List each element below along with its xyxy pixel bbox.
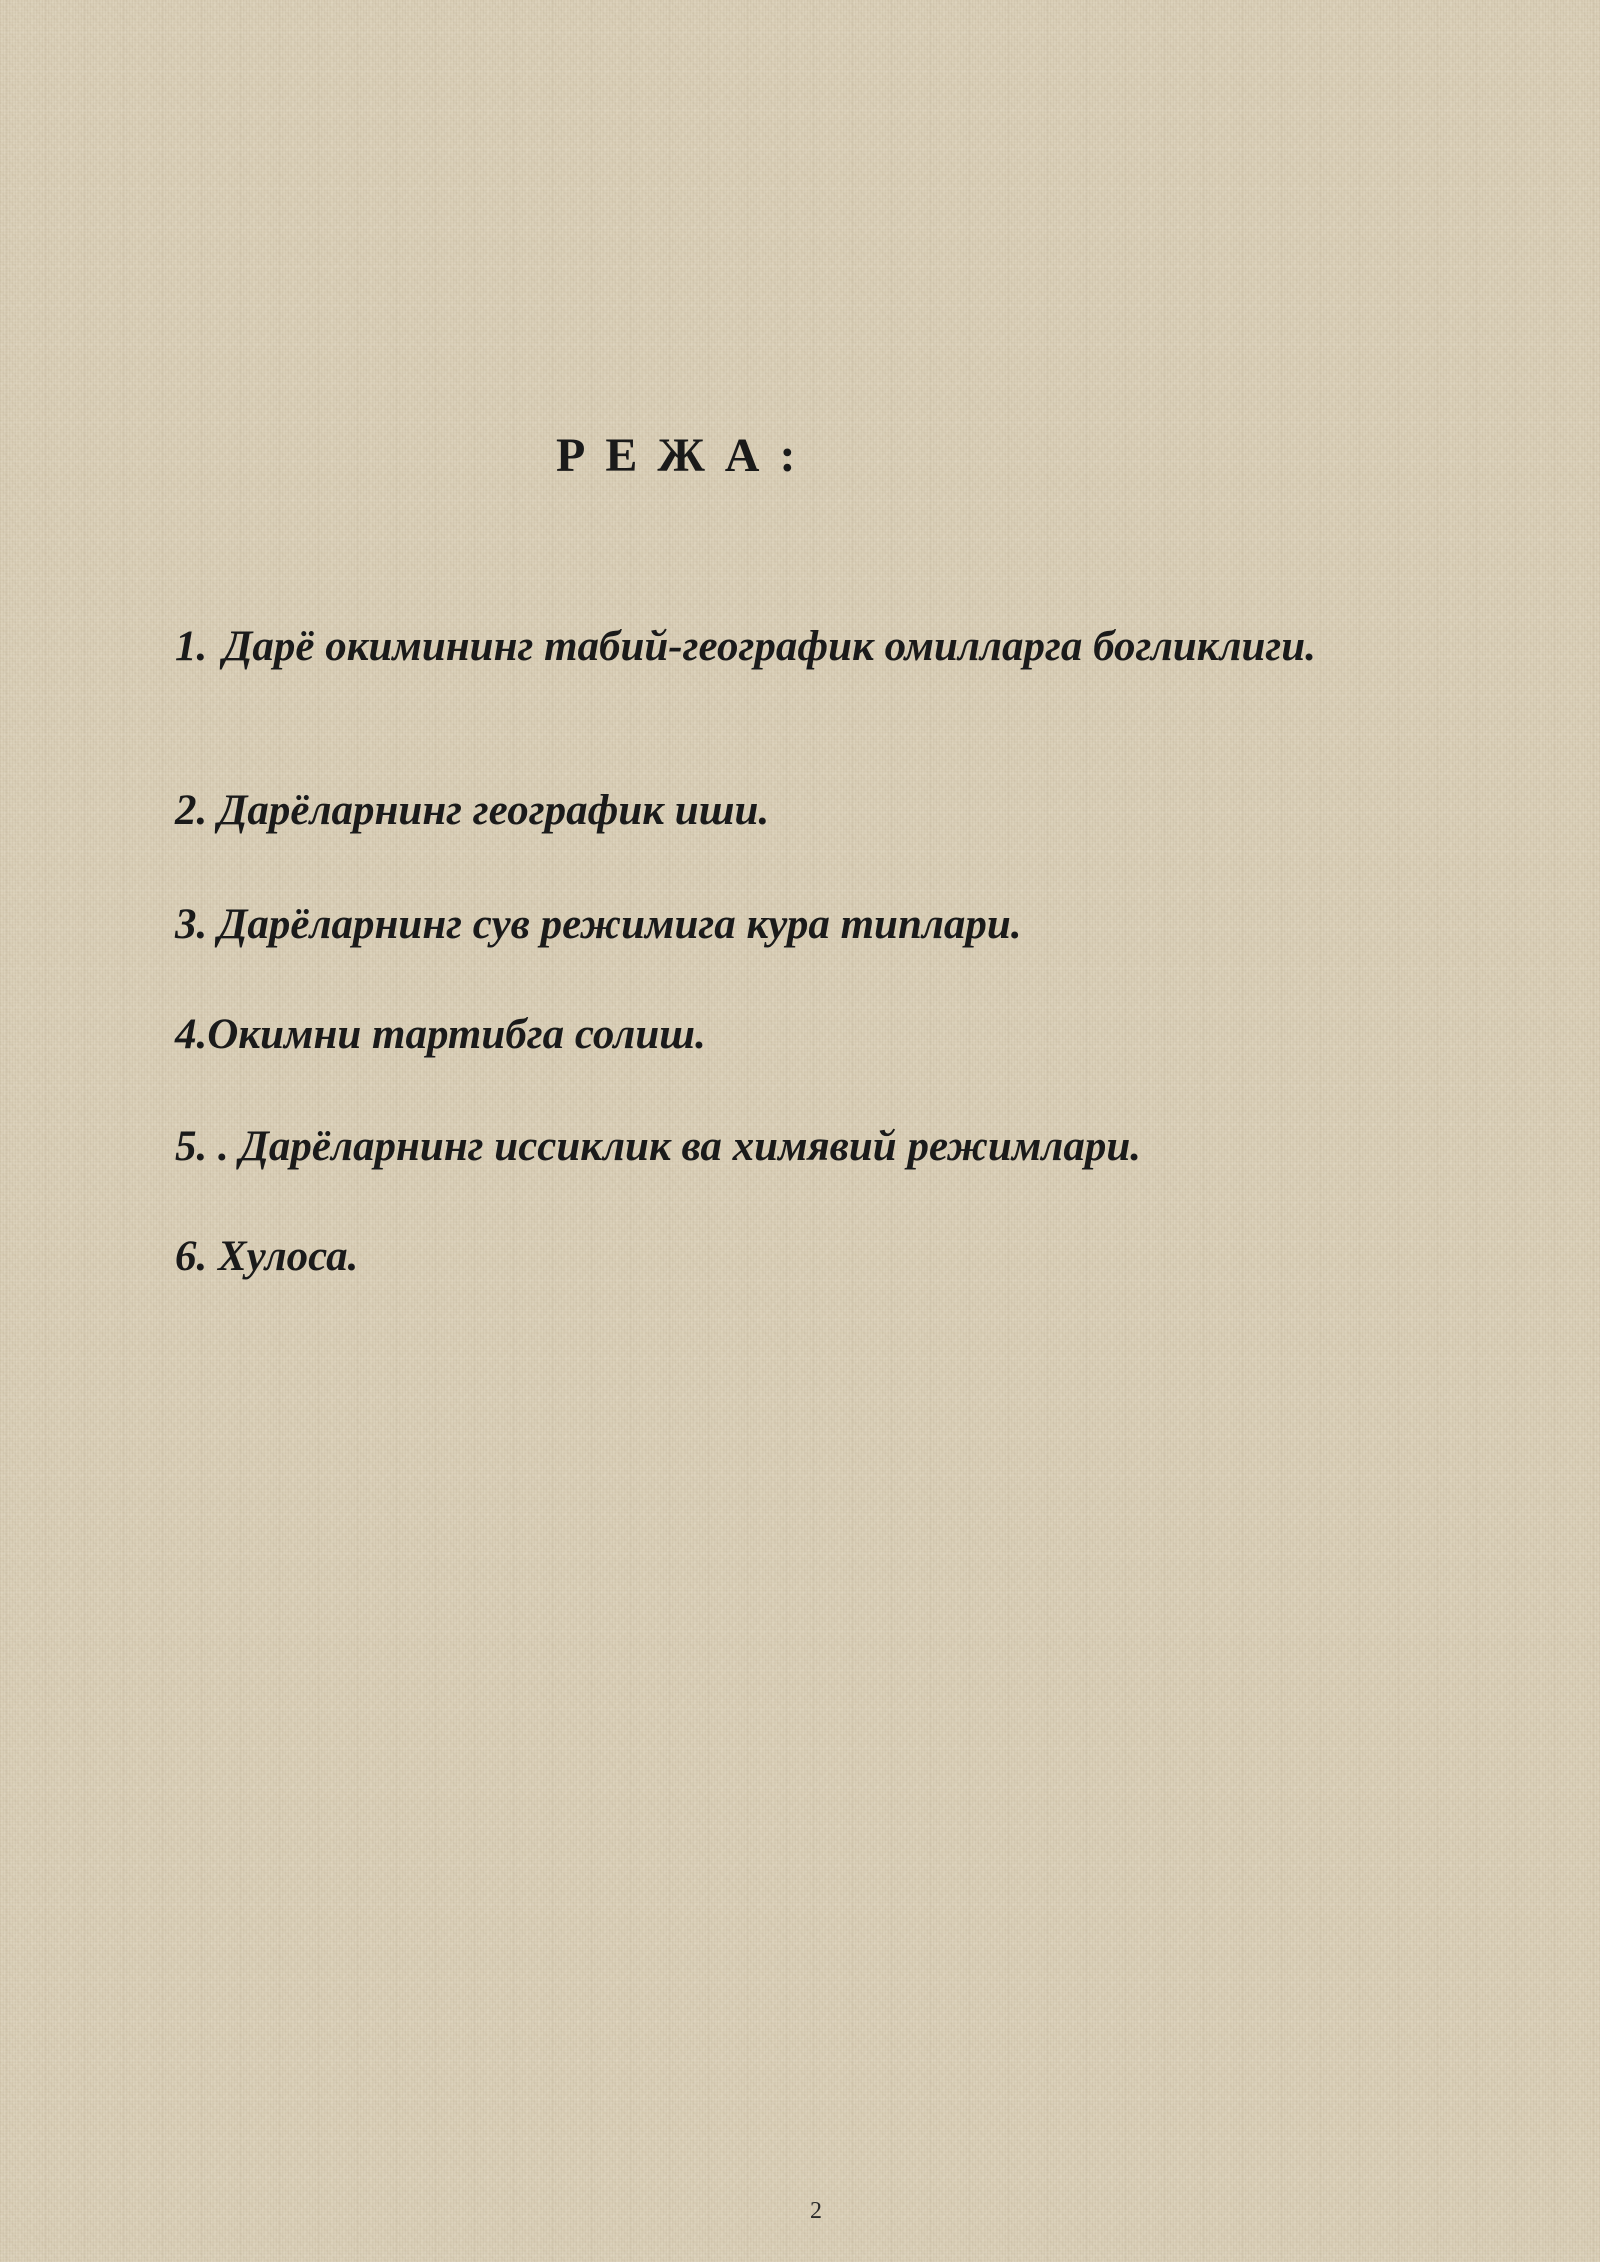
plan-item-text: Дарёларнинг географик иши.: [218, 787, 770, 834]
plan-item-number: 2.: [175, 787, 218, 834]
plan-item-text: Дарёларнинг сув режимига кура типлари.: [218, 901, 1022, 948]
plan-item-text: Дарё окимининг табий-географик омилларга богликлиги.: [223, 623, 1316, 670]
plan-item-text: . Дарёларнинг иссиклик ва химявий режимлари.: [218, 1123, 1142, 1170]
plan-item-6: [175, 1228, 1425, 1286]
page-heading: РЕЖА:: [556, 429, 816, 482]
plan-item-number: 3.: [175, 901, 218, 948]
page-number: 2: [810, 2198, 822, 2224]
plan-item-1: [175, 618, 1425, 676]
plan-item-number: 5.: [175, 1123, 218, 1170]
plan-item-text: Хулоса.: [218, 1233, 359, 1280]
plan-item-text: Окимни тартибга солиш.: [207, 1011, 706, 1058]
plan-item-2: [175, 782, 1425, 840]
plan-item-number: 6.: [175, 1233, 218, 1280]
plan-item-3: [175, 896, 1425, 954]
plan-item-5: [175, 1118, 1425, 1176]
plan-item-number: 4.: [175, 1011, 208, 1058]
plan-item-number: 1.: [175, 623, 208, 670]
plan-item-4: [175, 1006, 1425, 1064]
